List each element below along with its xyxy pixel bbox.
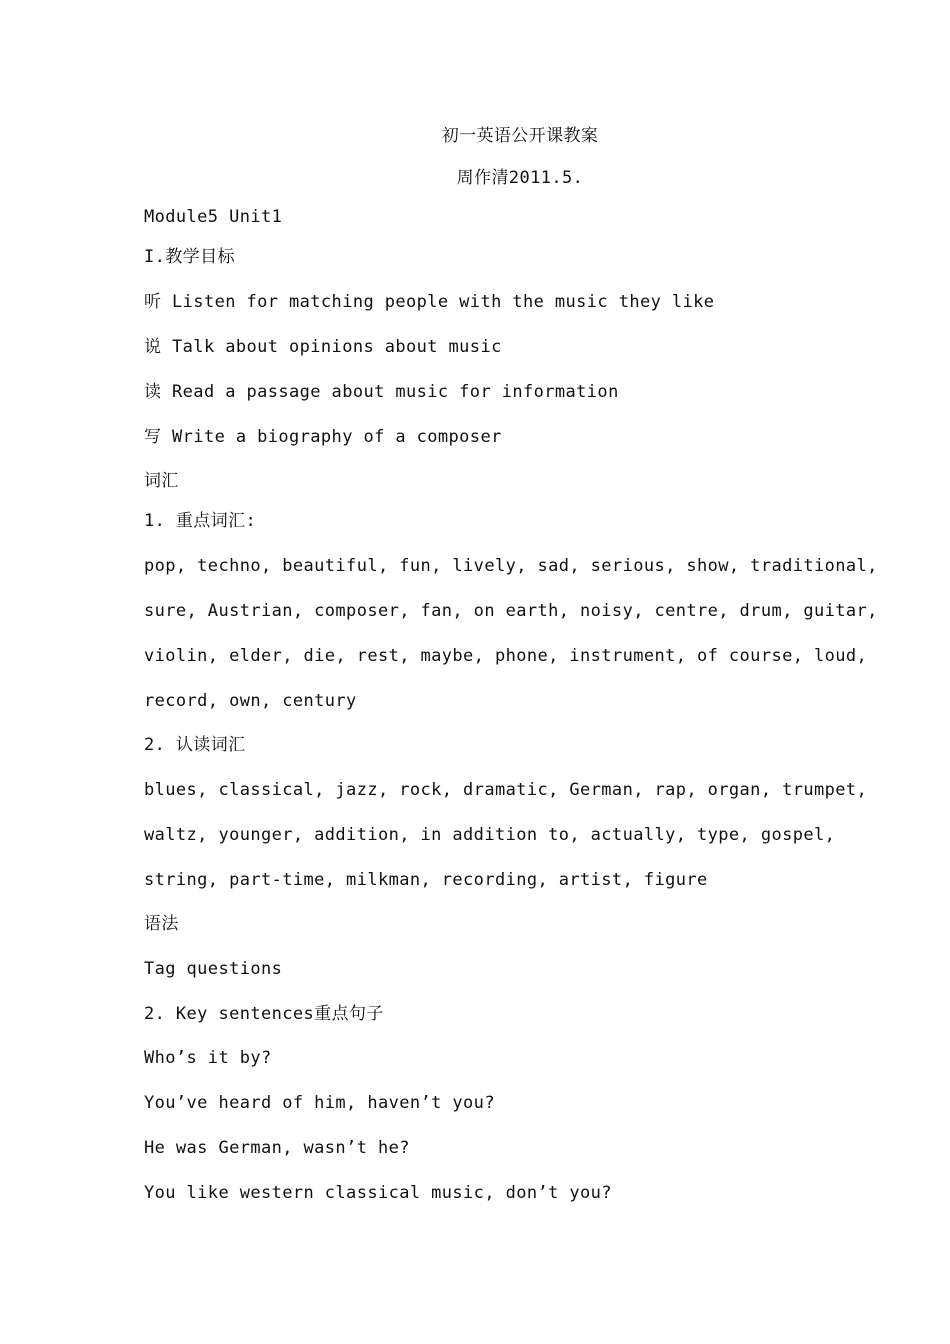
recog-vocab-line: blues, classical, jazz, rock, dramatic, German, rap, organ, trumpet, (144, 780, 868, 800)
author-date: 周作清2011.5. (456, 168, 584, 188)
recog-vocab-heading: 2. 认读词汇 (144, 735, 246, 755)
key-vocab-line: pop, techno, beautiful, fun, lively, sad, serious, show, traditional, (144, 556, 878, 576)
key-sentence: He was German, wasn’t he? (144, 1138, 410, 1158)
grammar-heading: 语法 (144, 914, 179, 934)
vocab-heading: 词汇 (144, 471, 179, 491)
objective-write: 写 Write a biography of a composer (144, 427, 502, 447)
grammar-item: Tag questions (144, 959, 283, 979)
key-vocab-line: violin, elder, die, rest, maybe, phone, instrument, of course, loud, (144, 646, 868, 666)
key-vocab-line: sure, Austrian, composer, fan, on earth, noisy, centre, drum, guitar, (144, 601, 878, 621)
key-sentence: You’ve heard of him, haven’t you? (144, 1093, 495, 1113)
objective-listen: 听 Listen for matching people with the music they like (144, 292, 715, 312)
key-sentence: Who’s it by? (144, 1048, 272, 1068)
objectives-heading: I.教学目标 (144, 247, 235, 267)
recog-vocab-line: waltz, younger, addition, in addition to, actually, type, gospel, (144, 825, 836, 845)
key-sentences-heading: 2. Key sentences重点句子 (144, 1004, 384, 1024)
recog-vocab-line: string, part-time, milkman, recording, artist, figure (144, 870, 708, 890)
document-title: 初一英语公开课教案 (441, 126, 599, 146)
key-vocab-heading: 1. 重点词汇: (144, 511, 257, 531)
objective-read: 读 Read a passage about music for information (144, 382, 619, 402)
objective-speak: 说 Talk about opinions about music (144, 337, 502, 357)
key-sentence: You like western classical music, don’t you? (144, 1183, 612, 1203)
module-heading: Module5 Unit1 (144, 207, 283, 227)
key-vocab-line: record, own, century (144, 691, 357, 711)
